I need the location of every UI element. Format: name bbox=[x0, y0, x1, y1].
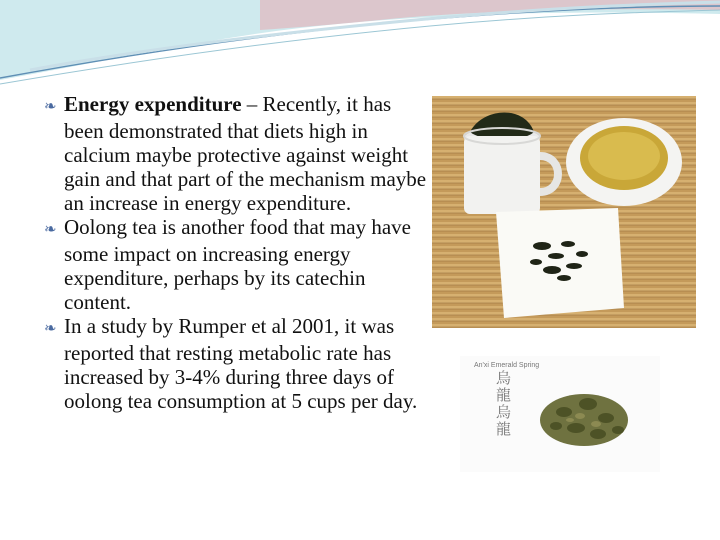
bullet-energy-expenditure bbox=[44, 92, 434, 215]
oolong-kanji: 烏龍烏龍 bbox=[496, 369, 512, 438]
bullet-text: In a study by Rumper et al 2001, it was reported that resting metabolic rate has increased by 3-4% during three days of oolong tea consumption at 5 cups per day. bbox=[64, 314, 418, 413]
ribbon-bullet-icon: ❧ bbox=[44, 222, 57, 238]
bullet-oolong-tea bbox=[44, 215, 434, 314]
header-decoration bbox=[0, 0, 720, 90]
ribbon-bullet-icon: ❧ bbox=[44, 99, 57, 115]
oolong-caption: An'xi Emerald Spring bbox=[474, 362, 540, 369]
oolong-tea-cups-photo bbox=[432, 96, 696, 328]
bullet-lead: Energy expenditure bbox=[64, 92, 242, 116]
oolong-leaves-photo bbox=[460, 356, 660, 472]
bullet-rumper-study bbox=[44, 314, 434, 413]
bullet-text: Oolong tea is another food that may have some impact on increasing energy expenditure, perhaps by its catechin content. bbox=[64, 215, 411, 314]
bullet-text: – Recently, it has been demonstrated that diets high in calcium maybe protective against weight gain and that part of the mechanism maybe an increase in energy expenditure. bbox=[64, 92, 427, 215]
ribbon-bullet-icon: ❧ bbox=[44, 321, 57, 337]
bullet-list bbox=[44, 92, 434, 413]
